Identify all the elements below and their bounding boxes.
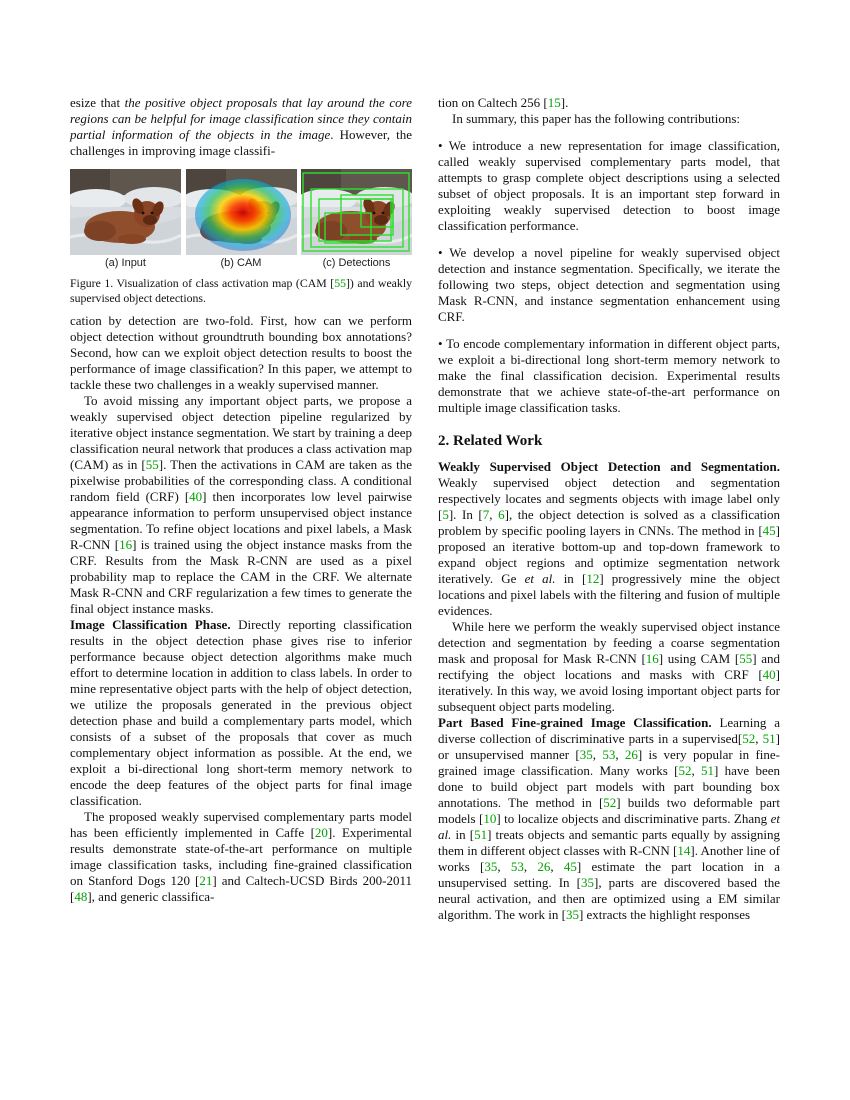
citation-link[interactable]: 15: [547, 95, 561, 110]
text-run: ,: [550, 859, 564, 874]
citation-link[interactable]: 16: [119, 537, 133, 552]
text-run: While here we perform the weakly supervised object instance detection and segmentation by feeding a coarse segmentation mask and proposal for Mask R-CNN [: [438, 619, 780, 666]
text-run: ], parts are discovered based the neural activation, and then are optimized using a EM similar algorithm. The work in [: [438, 875, 781, 922]
text-run: ] and Caltech-UCSD Birds 200-2011 [: [70, 873, 412, 904]
figure-sublabel-a: (a) Input: [105, 257, 146, 269]
text-run: ,: [497, 859, 511, 874]
contribution-bullet-3: [438, 336, 780, 416]
text-run: ] and rectifying the object locations and masks with CRF [: [438, 651, 780, 682]
text-run: ] to localize objects and discriminative parts. Zhang: [496, 811, 771, 826]
figure-panel-cam: [186, 169, 297, 269]
text-run: esize that: [70, 95, 125, 110]
paragraph-continued: [70, 95, 412, 159]
paragraph-continued: [438, 95, 780, 111]
left-column: [70, 95, 412, 1060]
citation-link[interactable]: 5: [442, 507, 449, 522]
figure-caption: [70, 276, 412, 305]
text-run: ,: [755, 731, 763, 746]
text-run: cation by detection are two-fold. First, how can we perform object detection without groundtruth bounding box annotations? Second, how can we exploit object detection results to boost the performance of image classification? In this paper, we attempt to tackle these two challenges in a weakly supervised manner.: [70, 313, 412, 392]
citation-link[interactable]: 20: [314, 825, 328, 840]
citation-link[interactable]: 26: [537, 859, 551, 874]
text-run: ]. In [: [448, 507, 483, 522]
cam-heatmap-image: [186, 169, 297, 255]
citation-link[interactable]: 6: [498, 507, 505, 522]
text-run: ]. Another line of works [: [438, 843, 780, 874]
text-run: Image Classification Phase.: [70, 617, 231, 632]
text-run: ] estimate the part location in a unsupervised setting. In [: [438, 859, 781, 890]
citation-link[interactable]: 10: [483, 811, 497, 826]
figure-sublabel-b: (b) CAM: [220, 257, 262, 269]
text-run: et al.: [438, 811, 780, 842]
citation-link[interactable]: 55: [145, 457, 159, 472]
text-run: To avoid missing any important object parts, we propose a weakly supervised object detection pipeline regularized by iterative object instance segmentation. We start by training a deep classification neural network that produces a class activation map (CAM) as in [: [70, 393, 412, 472]
text-run: in [: [451, 827, 475, 842]
text-run: ,: [615, 747, 625, 762]
text-run: Part Based Fine-grained Image Classification.: [438, 715, 712, 730]
text-run: ,: [592, 747, 603, 762]
citation-link[interactable]: 53: [602, 747, 616, 762]
section-heading-related-work: 2. Related Work: [438, 433, 543, 449]
text-run: ].: [560, 95, 569, 110]
figure-panel-input: [70, 169, 181, 269]
citation-link[interactable]: 51: [762, 731, 776, 746]
text-run: Directly reporting classification results in the object detection phase gives rise to inferior performance because object detection algorithms make much effort to determine location in addition to class labels. In order to mine representative object parts with the help of object detection, we utilize the proposals generated in the previous object detection phase and build a complementary parts model, which consists of a subset of the proposals that cover as much complementary object information as possible. At the end, we exploit a bi-directional long short-term memory network to encode the deep features of the object parts for final image classification.: [70, 617, 412, 808]
detections-image: [301, 169, 412, 255]
text-run: tion on Caltech 256 [: [438, 95, 548, 110]
text-run: ], the object detection is solved as a classification problem by specific pooling layers in CNNs. The method in [: [438, 507, 780, 538]
text-run: • We introduce a new representation for image classification, called weakly supervised complementary parts model, that attempts to grasp complete object descriptions using a selected subset of object proposals. It is an important step forward in exploiting weakly supervised detection to boost image classification performance.: [438, 138, 780, 233]
text-run: ,: [523, 859, 538, 874]
citation-link[interactable]: 35: [484, 859, 498, 874]
text-run: Figure 1. Visualization of class activation map (CAM [: [70, 276, 335, 290]
citation-link[interactable]: 35: [580, 875, 594, 890]
text-run: ] treats objects and semantic parts equally by assigning them in different object classes with R-CNN [: [438, 827, 780, 858]
figure-sublabel-c: (c) Detections: [322, 257, 391, 269]
text-run: Weakly supervised object detection and segmentation respectively locates and segments objects with image label only [: [438, 475, 780, 522]
citation-link[interactable]: 40: [762, 667, 776, 682]
citation-link[interactable]: 26: [624, 747, 638, 762]
text-run: ]. Then the activations in CAM are taken as the pixelwise probabilities of the corresponding class. A conditional random field (CRF) [: [70, 457, 413, 504]
citation-link[interactable]: 55: [739, 651, 753, 666]
paragraph: [70, 809, 412, 905]
paragraph: [438, 111, 780, 127]
text-run: ] is very popular in fine-grained image classification. Many works [: [438, 747, 780, 778]
citation-link[interactable]: 21: [199, 873, 213, 888]
text-run: ,: [489, 507, 499, 522]
figure-1: [70, 169, 412, 305]
text-run: et al.: [524, 571, 556, 586]
text-run: ] or unsupervised manner [: [438, 731, 781, 762]
text-run: ] is trained using the object instance masks from the CRF. Results from the Mask R-CNN are used as a pixel probability map to replace the CAM in the CRF. We alternate Mask R-CNN and CRF regularization a few times to generate the final object instance masks.: [70, 537, 413, 616]
text-run: ] proposed an iterative bottom-up and top-down framework to expand object regions and optimize segmentation network iteratively. Ge: [438, 523, 780, 586]
contribution-bullet-2: [438, 245, 780, 325]
text-run: • We develop a novel pipeline for weakly supervised object detection and instance segmentation. Specifically, we iterate the following two steps, object detection and segmentation using Mask R-CNN, and instance segmentation enhancement using CRF.: [438, 245, 780, 324]
citation-link[interactable]: 35: [565, 907, 579, 922]
citation-link[interactable]: 35: [579, 747, 593, 762]
citation-link[interactable]: 52: [678, 763, 692, 778]
citation-link[interactable]: 51: [474, 827, 488, 842]
text-run: in [: [555, 571, 587, 586]
citation-link[interactable]: 16: [645, 651, 659, 666]
paragraph: [70, 313, 412, 393]
citation-link[interactable]: 45: [563, 859, 577, 874]
citation-link[interactable]: 48: [74, 889, 88, 904]
text-run: ] extracts the highlight responses: [578, 907, 751, 922]
paragraph-weakly-supervised: [438, 459, 780, 619]
input-photo-image: [70, 169, 181, 255]
citation-link[interactable]: 45: [762, 523, 776, 538]
text-run: ] have been done to build object part models with part bounding box annotations. The method in [: [438, 763, 781, 810]
text-run: • To encode complementary information in different object parts, we exploit a bi-directional long short-term memory network to make the final classification decision. Experimental results demonstrate that we achieve state-of-the-art performance on multiple image classification tasks.: [438, 336, 780, 415]
text-run: ]) and weakly supervised object detections.: [70, 276, 412, 305]
text-run: In summary, this paper has the following contributions:: [452, 111, 740, 126]
paragraph-image-classification-phase: [70, 617, 412, 809]
text-run: ], and generic classifica-: [87, 889, 215, 904]
citation-link[interactable]: 40: [189, 489, 203, 504]
figure-image-row: [70, 169, 412, 269]
paragraph: [438, 619, 780, 715]
text-run: Learning a diverse collection of discriminative parts in a supervised[: [438, 715, 780, 746]
text-run: . However, the challenges in improving image classifi-: [70, 127, 412, 158]
citation-link[interactable]: 12: [586, 571, 600, 586]
text-run: ]. Experimental results demonstrate state-of-the-art performance on multiple image classification tasks, including fine-grained classification on Stanford Dogs 120 [: [70, 825, 412, 888]
citation-link[interactable]: 14: [677, 843, 691, 858]
citation-link[interactable]: 52: [603, 795, 617, 810]
text-run: The proposed weakly supervised complementary parts model has been efficiently implemented in Caffe [: [70, 809, 412, 840]
text-run: ] progressively mine the object locations and pixel labels with the filtering and fusion of multiple evidences.: [438, 571, 780, 618]
paragraph: [70, 393, 412, 617]
citation-link[interactable]: 53: [510, 859, 524, 874]
text-run: ,: [691, 763, 702, 778]
paragraph-part-based: [438, 715, 780, 923]
right-column: [438, 95, 780, 1060]
citation-link[interactable]: 7: [482, 507, 490, 522]
citation-link[interactable]: 51: [701, 763, 715, 778]
text-run: the positive object proposals that lay around the core regions can be helpful for image classification since they contain partial information of the objects in the image: [70, 95, 412, 142]
text-run: ] iteratively. In this way, we avoid losing important object parts for subsequent object parts modeling.: [438, 667, 780, 714]
figure-panel-detections: [301, 169, 412, 269]
text-run: ] builds two deformable part models [: [438, 795, 780, 826]
text-run: ] using CAM [: [658, 651, 740, 666]
text-run: ] then incorporates low level pairwise appearance information to perform unsupervised object instance segmentation. To refine object locations and pixel labels, a Mask R-CNN [: [70, 489, 413, 552]
text-run: Weakly Supervised Object Detection and Segmentation.: [438, 459, 780, 474]
citation-link[interactable]: 52: [742, 731, 756, 746]
citation-link[interactable]: 55: [334, 276, 346, 290]
contribution-bullet-1: [438, 138, 780, 234]
